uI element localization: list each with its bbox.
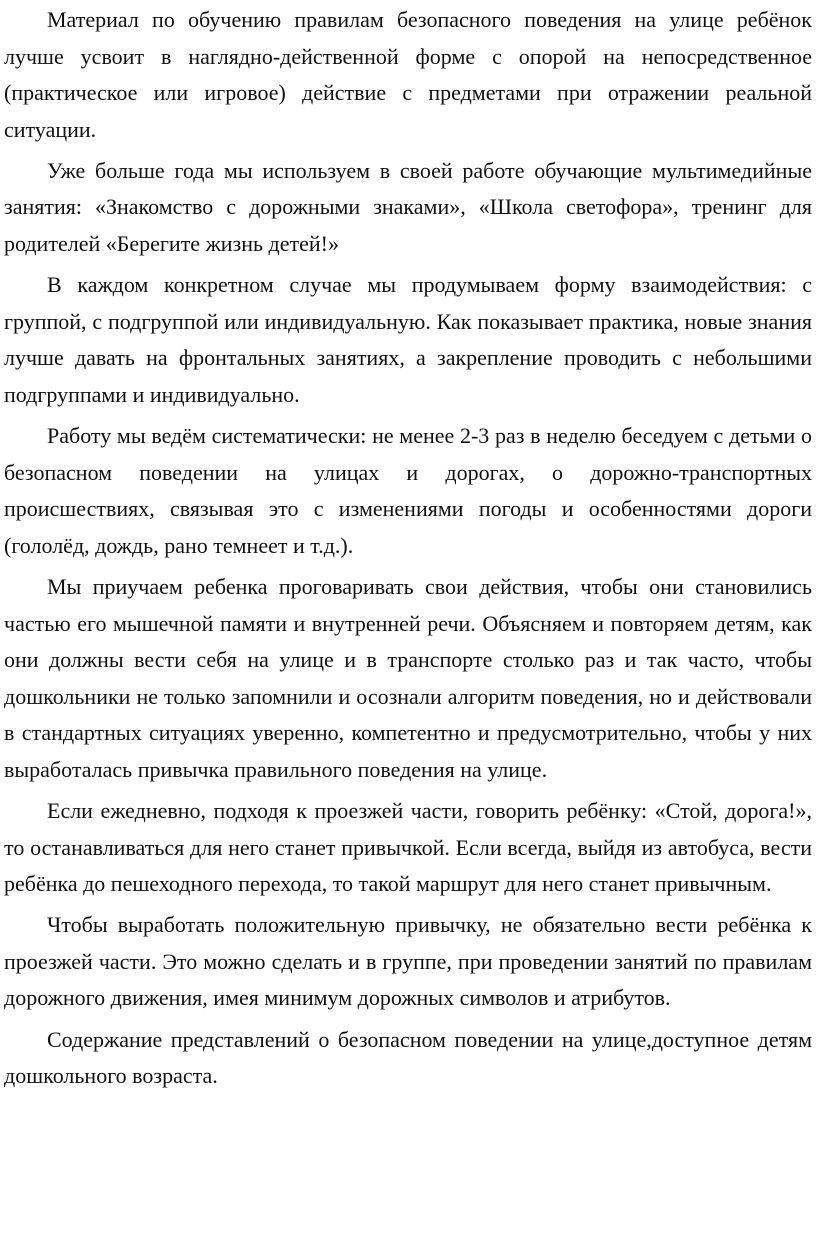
paragraph: Мы приучаем ребенка проговаривать свои действия, чтобы они становились частью его мышечной памяти и внутренней речи. Объясняем и повторяем детям, как они должны вести себя на улице и в транспорте столько раз и так часто, чтобы дошкольники не только запомнили и осознали алгоритм поведения, но и действовали в стандартных ситуациях уверенно, компетентно и предусмотрительно, чтобы у них выработалась привычка правильного поведения на улице. bbox=[4, 573, 812, 782]
paragraph: Работу мы ведём систематически: не менее 2-3 раз в неделю беседуем с детьми о безопасном поведении на улицах и дорогах, о дорожно-транспортных происшествиях, связывая это с изменениями погоды и особенностями дороги (гололёд, дождь, рано темнеет и т.д.). bbox=[4, 423, 812, 558]
paragraph: В каждом конкретном случае мы продумываем форму взаимодействия: с группой, с подгруппой или индивидуальную. Как показывает практика, новые знания лучше давать на фронтальных занятиях, а закрепление проводить с небольшими подгруппами и индивидуально. bbox=[4, 272, 812, 407]
paragraph: Если ежедневно, подходя к проезжей части, говорить ребёнку: «Стой, дорога!», то останавливаться для него станет привычкой. Если всегда, выйдя из автобуса, вести ребёнка до пешеходного перехода, то такой маршрут для него станет привычным. bbox=[4, 797, 812, 897]
paragraph: Материал по обучению правилам безопасного поведения на улице ребёнок лучше усвоит в наглядно-действенной форме с опорой на непосредственное (практическое или игровое) действие с предметами при отражении реальной ситуации. bbox=[4, 7, 812, 142]
paragraph: Уже больше года мы используем в своей работе обучающие мультимедийные занятия: «Знакомство с дорожными знаками», «Школа светофора», тренинг для родителей «Берегите жизнь детей!» bbox=[4, 157, 812, 257]
paragraph: Чтобы выработать положительную привычку, не обязательно вести ребёнка к проезжей части. Это можно сделать и в группе, при проведении занятий по правилам дорожного движения, имея минимум дорожных символов и атрибутов. bbox=[4, 912, 812, 1011]
paragraph: Содержание представлений о безопасном поведении на улице,доступное детям дошкольного возраста. bbox=[4, 1026, 812, 1089]
